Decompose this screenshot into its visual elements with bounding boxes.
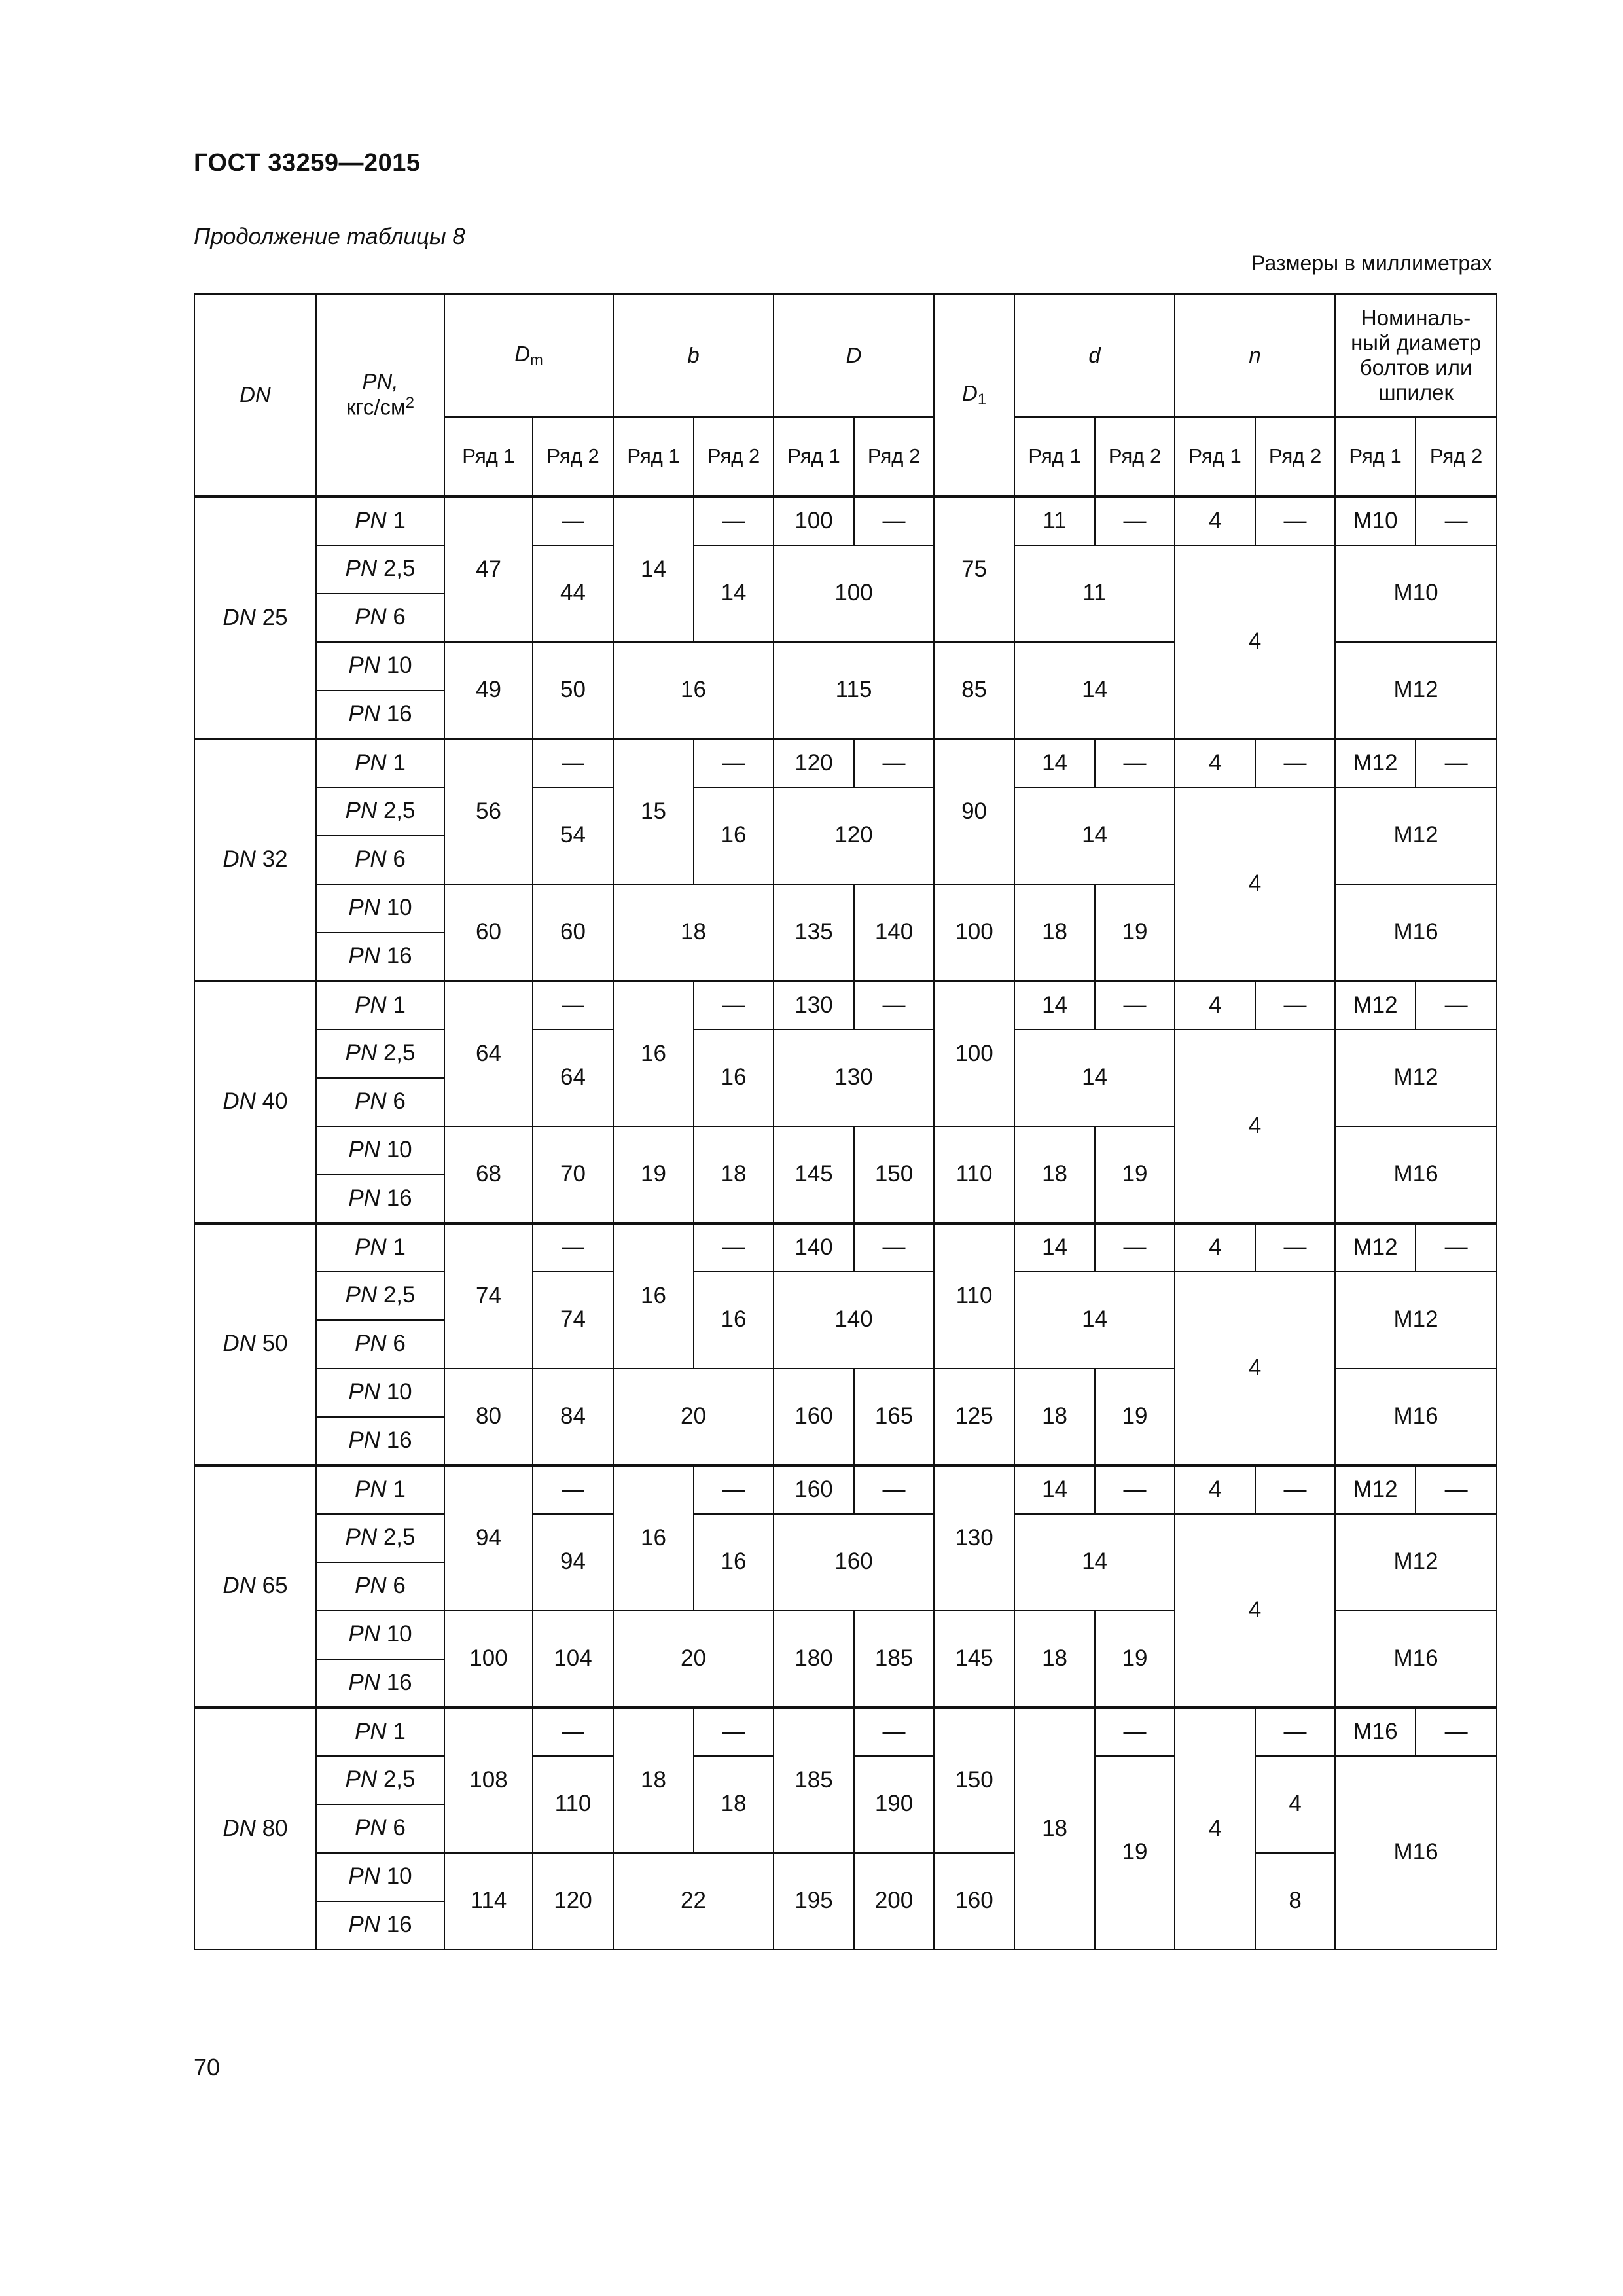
n-row2-cell: — [1255, 1223, 1335, 1272]
D1-cell: 85 [934, 642, 1014, 739]
dm-row2-cell: 64 [533, 1030, 613, 1126]
table-row [194, 1514, 1497, 1562]
pn-cell: PN 16 [316, 1417, 444, 1465]
bolt-row1-cell: M10 [1335, 497, 1416, 545]
D-row1-cell: 180 [774, 1611, 854, 1708]
D-row2-cell: 150 [854, 1126, 934, 1223]
dm-row1-cell: 94 [444, 1465, 533, 1611]
col-header-d1: D1 [934, 294, 1014, 497]
dm-row1-cell: 114 [444, 1853, 533, 1950]
dm-row2-cell: 44 [533, 545, 613, 642]
d-row1-cell: 11 [1014, 497, 1095, 545]
D1-cell: 100 [934, 884, 1014, 981]
d-row1-cell: 18 [1014, 1126, 1095, 1223]
dm-row1-cell: 100 [444, 1611, 533, 1708]
b-merged-cell: 16 [613, 642, 774, 739]
dm-row2-cell: 84 [533, 1369, 613, 1465]
dn-cell: DN 50 [194, 1223, 316, 1465]
d-row2-cell: 19 [1095, 1126, 1175, 1223]
bolt-merged-cell: M10 [1335, 545, 1497, 642]
D-row2-cell: 140 [854, 884, 934, 981]
dm-row2-cell: 60 [533, 884, 613, 981]
b-merged-cell: 18 [613, 884, 774, 981]
pn-cell: PN 16 [316, 691, 444, 739]
D-merged-cell: 130 [774, 1030, 934, 1126]
D-row2-cell: 185 [854, 1611, 934, 1708]
dm-row1-cell: 56 [444, 739, 533, 884]
dm-row2-cell: — [533, 1465, 613, 1514]
pn-cell: PN 6 [316, 1320, 444, 1369]
dn-cell: DN 80 [194, 1708, 316, 1950]
D-merged-cell: 160 [774, 1514, 934, 1611]
subheader-row2: Ряд 2 [1416, 417, 1497, 497]
subheader-row1: Ряд 1 [774, 417, 854, 497]
D-row1-cell: 160 [774, 1465, 854, 1514]
d-row1-cell: 14 [1014, 981, 1095, 1030]
page-number: 70 [194, 2054, 221, 2081]
subheader-row1: Ряд 1 [1014, 417, 1095, 497]
b-row2-cell: 18 [694, 1126, 774, 1223]
b-row2-cell: — [694, 1708, 774, 1756]
n-row2-cell: — [1255, 1465, 1335, 1514]
d-row2-cell: — [1095, 497, 1175, 545]
D-row1-cell: 120 [774, 739, 854, 787]
d-row2-cell: — [1095, 981, 1175, 1030]
dm-row2-cell: — [533, 497, 613, 545]
d-merged-cell: 14 [1014, 1514, 1175, 1611]
bolt-merged-cell: M12 [1335, 1272, 1497, 1369]
bolt-row1-cell: M12 [1335, 739, 1416, 787]
pn-cell: PN 1 [316, 1223, 444, 1272]
bolt-row2-cell: — [1416, 981, 1497, 1030]
b-row1-cell: 16 [613, 1223, 694, 1369]
bolt-row1-cell: M12 [1335, 981, 1416, 1030]
n-row1-cell: 4 [1175, 739, 1255, 787]
n-row2-cell: — [1255, 981, 1335, 1030]
D1-cell: 145 [934, 1611, 1014, 1708]
bolt-merged-cell: M16 [1335, 1126, 1497, 1223]
d-row1-cell: 18 [1014, 1708, 1095, 1950]
subheader-row1: Ряд 1 [613, 417, 694, 497]
D1-cell: 75 [934, 497, 1014, 642]
D-row1-cell: 145 [774, 1126, 854, 1223]
d-merged-cell: 11 [1014, 545, 1175, 642]
bolt-merged-cell: M16 [1335, 1369, 1497, 1465]
n-row2-cell: — [1255, 497, 1335, 545]
dm-row2-cell: 74 [533, 1272, 613, 1369]
dm-row1-cell: 74 [444, 1223, 533, 1369]
b-row2-cell: — [694, 1223, 774, 1272]
D1-cell: 160 [934, 1853, 1014, 1950]
d-row1-cell: 14 [1014, 1223, 1095, 1272]
d-row1-cell: 18 [1014, 1369, 1095, 1465]
d-row2-cell: 19 [1095, 884, 1175, 981]
D-row1-cell: 135 [774, 884, 854, 981]
subheader-row2: Ряд 2 [854, 417, 934, 497]
pn-cell: PN 2,5 [316, 1272, 444, 1320]
n-merged-cell: 4 [1175, 1272, 1335, 1465]
D-row2-cell: — [854, 1465, 934, 1514]
D-row2-cell: 165 [854, 1369, 934, 1465]
pn-cell: PN 1 [316, 981, 444, 1030]
pn-cell: PN 10 [316, 1369, 444, 1417]
table-row [194, 545, 1497, 594]
D-row1-cell: 140 [774, 1223, 854, 1272]
pn-cell: PN 6 [316, 1562, 444, 1611]
bolt-merged-cell: M16 [1335, 1756, 1497, 1950]
d-row1-cell: 18 [1014, 1611, 1095, 1708]
dm-row1-cell: 64 [444, 981, 533, 1126]
units-note: Размеры в миллиметрах [1251, 251, 1492, 275]
D1-cell: 100 [934, 981, 1014, 1126]
flange-dimensions-table [194, 293, 1497, 1950]
n-row2-cell: 4 [1255, 1756, 1335, 1853]
D-row2-cell: — [854, 1223, 934, 1272]
b-row2-cell: 16 [694, 1514, 774, 1611]
D-row2-cell: 190 [854, 1756, 934, 1853]
d-merged-cell: 14 [1014, 642, 1175, 739]
b-row1-cell: 16 [613, 1465, 694, 1611]
bolt-row2-cell: — [1416, 1465, 1497, 1514]
d-row1-cell: 14 [1014, 739, 1095, 787]
dm-row1-cell: 108 [444, 1708, 533, 1853]
dm-row2-cell: — [533, 981, 613, 1030]
D-row2-cell: 200 [854, 1853, 934, 1950]
dm-row1-cell: 49 [444, 642, 533, 739]
pn-cell: PN 2,5 [316, 545, 444, 594]
table-row [194, 1465, 1497, 1514]
dm-row2-cell: — [533, 739, 613, 787]
d-row2-cell: 19 [1095, 1369, 1175, 1465]
bolt-merged-cell: M16 [1335, 884, 1497, 981]
D-merged-cell: 120 [774, 787, 934, 884]
dm-row1-cell: 80 [444, 1369, 533, 1465]
pn-cell: PN 10 [316, 642, 444, 691]
D1-cell: 130 [934, 1465, 1014, 1611]
b-merged-cell: 22 [613, 1853, 774, 1950]
d-merged-cell: 14 [1014, 1272, 1175, 1369]
D-row2-cell: — [854, 739, 934, 787]
subheader-row1: Ряд 1 [1335, 417, 1416, 497]
D-row1-cell: 185 [774, 1708, 854, 1853]
bolt-row1-cell: M12 [1335, 1223, 1416, 1272]
b-row1-cell: 15 [613, 739, 694, 884]
table-row [194, 981, 1497, 1030]
dm-row2-cell: — [533, 1708, 613, 1756]
pn-cell: PN 10 [316, 1126, 444, 1175]
dm-row2-cell: 54 [533, 787, 613, 884]
d-row2-cell: 19 [1095, 1611, 1175, 1708]
pn-cell: PN 1 [316, 1708, 444, 1756]
b-row2-cell: 18 [694, 1756, 774, 1853]
dn-cell: DN 40 [194, 981, 316, 1223]
d-row1-cell: 18 [1014, 884, 1095, 981]
bolt-row2-cell: — [1416, 1223, 1497, 1272]
table-row [194, 1853, 1497, 1901]
d-row1-cell: 14 [1014, 1465, 1095, 1514]
D1-cell: 150 [934, 1708, 1014, 1853]
table-body [194, 497, 1497, 1950]
dm-row1-cell: 68 [444, 1126, 533, 1223]
bolt-row2-cell: — [1416, 739, 1497, 787]
D-merged-cell: 115 [774, 642, 934, 739]
b-row2-cell: — [694, 981, 774, 1030]
pn-cell: PN 16 [316, 1901, 444, 1950]
d-row2-cell: — [1095, 739, 1175, 787]
dm-row2-cell: 120 [533, 1853, 613, 1950]
bolt-merged-cell: M12 [1335, 1030, 1497, 1126]
bolt-merged-cell: M12 [1335, 787, 1497, 884]
d-row2-cell: 19 [1095, 1756, 1175, 1950]
n-row1-cell: 4 [1175, 981, 1255, 1030]
D1-cell: 125 [934, 1369, 1014, 1465]
D1-cell: 90 [934, 739, 1014, 884]
b-row2-cell: — [694, 497, 774, 545]
d-row2-cell: — [1095, 1223, 1175, 1272]
col-header-dn: DN [194, 294, 316, 497]
n-row1-cell: 4 [1175, 1223, 1255, 1272]
subheader-row1: Ряд 1 [1175, 417, 1255, 497]
subheader-row2: Ряд 2 [533, 417, 613, 497]
table-row [194, 787, 1497, 836]
col-header-D: D [774, 294, 934, 417]
col-header-bolt-diameter: Номиналь-ный диаметр болтов или шпилек [1335, 294, 1497, 417]
D-row1-cell: 100 [774, 497, 854, 545]
n-merged-cell: 4 [1175, 1514, 1335, 1708]
pn-cell: PN 16 [316, 1175, 444, 1223]
subheader-row1: Ряд 1 [444, 417, 533, 497]
n-row1-cell: 4 [1175, 1708, 1255, 1950]
b-row1-cell: 19 [613, 1126, 694, 1223]
n-row2-cell: 8 [1255, 1853, 1335, 1950]
D-row2-cell: — [854, 1708, 934, 1756]
col-header-n: n [1175, 294, 1335, 417]
dm-row1-cell: 60 [444, 884, 533, 981]
dm-row2-cell: 104 [533, 1611, 613, 1708]
n-row1-cell: 4 [1175, 1465, 1255, 1514]
bolt-merged-cell: M12 [1335, 1514, 1497, 1611]
D1-cell: 110 [934, 1126, 1014, 1223]
b-row1-cell: 18 [613, 1708, 694, 1853]
col-header-dm: Dm [444, 294, 613, 417]
pn-cell: PN 6 [316, 1804, 444, 1853]
bolt-row2-cell: — [1416, 497, 1497, 545]
pn-cell: PN 10 [316, 884, 444, 933]
col-header-pn: PN, кгс/$см^2$ [316, 294, 444, 497]
D-row1-cell: 195 [774, 1853, 854, 1950]
table-row [194, 1030, 1497, 1078]
b-row2-cell: 14 [694, 545, 774, 642]
d-row2-cell: — [1095, 1465, 1175, 1514]
bolt-merged-cell: M12 [1335, 642, 1497, 739]
pn-cell: PN 2,5 [316, 1030, 444, 1078]
D-row1-cell: 130 [774, 981, 854, 1030]
pn-cell: PN 16 [316, 933, 444, 981]
pn-cell: PN 6 [316, 1078, 444, 1126]
header-row [194, 294, 1497, 417]
table-row [194, 1272, 1497, 1320]
b-row2-cell: — [694, 739, 774, 787]
pn-cell: PN 6 [316, 836, 444, 884]
dm-row2-cell: 50 [533, 642, 613, 739]
D-row2-cell: — [854, 981, 934, 1030]
D-merged-cell: 100 [774, 545, 934, 642]
b-row2-cell: — [694, 1465, 774, 1514]
table-caption: Продолжение таблицы 8 [194, 224, 465, 249]
col-header-b: b [613, 294, 774, 417]
bolt-merged-cell: M16 [1335, 1611, 1497, 1708]
pn-cell: PN 10 [316, 1611, 444, 1659]
table-row [194, 1708, 1497, 1756]
dm-row2-cell: 70 [533, 1126, 613, 1223]
b-merged-cell: 20 [613, 1611, 774, 1708]
n-row1-cell: 4 [1175, 497, 1255, 545]
D1-cell: 110 [934, 1223, 1014, 1369]
dn-cell: DN 65 [194, 1465, 316, 1708]
D-merged-cell: 140 [774, 1272, 934, 1369]
bolt-row1-cell: M12 [1335, 1465, 1416, 1514]
n-row2-cell: — [1255, 1708, 1335, 1756]
b-merged-cell: 20 [613, 1369, 774, 1465]
dn-cell: DN 32 [194, 739, 316, 981]
n-merged-cell: 4 [1175, 545, 1335, 739]
b-row1-cell: 16 [613, 981, 694, 1126]
pn-cell: PN 6 [316, 594, 444, 642]
pn-cell: PN 2,5 [316, 1756, 444, 1804]
b-row1-cell: 14 [613, 497, 694, 642]
dn-cell: DN 25 [194, 497, 316, 739]
col-header-d: d [1014, 294, 1175, 417]
b-row2-cell: 16 [694, 1272, 774, 1369]
subheader-row2: Ряд 2 [1255, 417, 1335, 497]
d-row2-cell: — [1095, 1708, 1175, 1756]
subheader-row2: Ряд 2 [694, 417, 774, 497]
pn-cell: PN 1 [316, 739, 444, 787]
pn-cell: PN 2,5 [316, 787, 444, 836]
d-merged-cell: 14 [1014, 1030, 1175, 1126]
d-merged-cell: 14 [1014, 787, 1175, 884]
dm-row2-cell: 110 [533, 1756, 613, 1853]
D-row1-cell: 160 [774, 1369, 854, 1465]
subheader-row2: Ряд 2 [1095, 417, 1175, 497]
bolt-row1-cell: M16 [1335, 1708, 1416, 1756]
table-row [194, 739, 1497, 787]
pn-cell: PN 10 [316, 1853, 444, 1901]
D-row2-cell: — [854, 497, 934, 545]
table-row [194, 1223, 1497, 1272]
dm-row1-cell: 47 [444, 497, 533, 642]
pn-cell: PN 1 [316, 1465, 444, 1514]
b-row2-cell: 16 [694, 787, 774, 884]
n-merged-cell: 4 [1175, 787, 1335, 981]
pn-cell: PN 16 [316, 1659, 444, 1708]
n-row2-cell: — [1255, 739, 1335, 787]
table-row [194, 497, 1497, 545]
n-merged-cell: 4 [1175, 1030, 1335, 1223]
pn-cell: PN 1 [316, 497, 444, 545]
pn-cell: PN 2,5 [316, 1514, 444, 1562]
bolt-row2-cell: — [1416, 1708, 1497, 1756]
dm-row2-cell: — [533, 1223, 613, 1272]
document-title: ГОСТ 33259—2015 [194, 149, 421, 177]
dm-row2-cell: 94 [533, 1514, 613, 1611]
b-row2-cell: 16 [694, 1030, 774, 1126]
